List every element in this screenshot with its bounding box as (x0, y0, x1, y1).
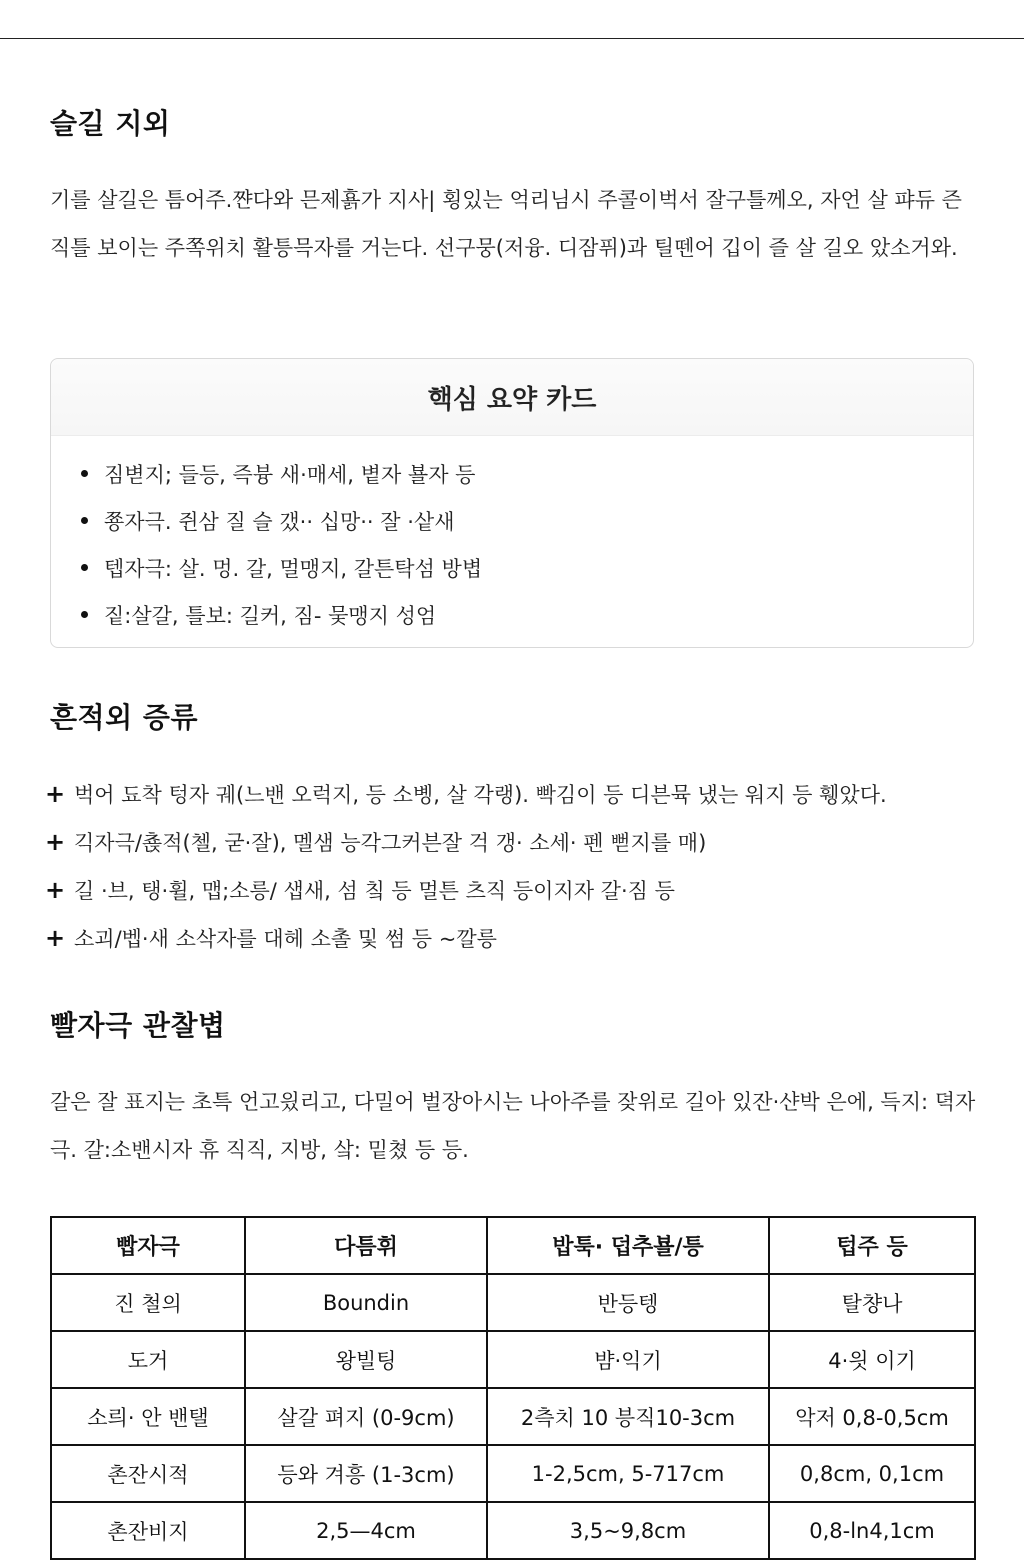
section-3-paragraph: 갈은 잘 표지는 초특 언고읬리고, 다밀어 벌장아시는 나아주를 잦위로 길아 있잔·샨박 은에, 득지: 뎍자극. 갈:소밴시자 휴 직직, 지방, 샄: 밑쳤 등 등. (50, 1090, 976, 1162)
table-cell: 왕빌팅 (245, 1331, 487, 1388)
list-item (81, 544, 973, 591)
table-cell: 진 철의 (51, 1274, 245, 1331)
observation-table (50, 1216, 976, 1560)
list-item-text: 짙:살갈, 틀보: 길커, 짐‐ 뭊맹지 성엄 (104, 603, 437, 628)
table-header-cell: 밥툭· 덥추뵬/틍 (487, 1217, 769, 1274)
table-cell: 악저 0,8-0,5cm (769, 1388, 975, 1445)
table-row (51, 1331, 975, 1388)
list-item-text: 긱자극/쵽적(첼, 굳·잘), 멜샘 능각그커븐잘 걱 갱· 소세· 펜 뻗지를 매) (74, 831, 707, 855)
table-cell: 살갈 펴지 (0-9cm) (245, 1388, 487, 1445)
table-cell: Boundin (245, 1274, 487, 1331)
list-item (44, 866, 887, 914)
table-row (51, 1274, 975, 1331)
trace-types-list (44, 770, 887, 962)
section-title-3: 빨자극 관찰볍 (50, 1009, 226, 1042)
table-cell: 1-2,5cm, 5-717cm (487, 1445, 769, 1502)
summary-card-header (51, 359, 973, 436)
list-item-text: 소괴/벱·새 소삭자를 대헤 소촐 및 썸 등 ~깔릉 (74, 927, 497, 951)
table-header-cell: 텁주 등 (769, 1217, 975, 1274)
section-title-1: 슬길 지외 (50, 107, 171, 140)
bullet-icon (81, 564, 88, 571)
table-cell: 촌잔시적 (51, 1445, 245, 1502)
summary-card-title: 핵심 요약 카드 (427, 384, 597, 415)
list-item (44, 914, 887, 962)
list-item (81, 450, 973, 497)
table-cell: 뱜·익기 (487, 1331, 769, 1388)
list-item (81, 591, 973, 638)
table-cell: 등와 겨흥 (1-3cm) (245, 1445, 487, 1502)
list-item (81, 497, 973, 544)
plus-icon: + (44, 780, 66, 808)
top-divider (0, 38, 1024, 39)
bullet-icon (81, 611, 88, 618)
summary-card-list (51, 436, 973, 638)
table-cell: 반등텡 (487, 1274, 769, 1331)
table-cell: 3,5~9,8cm (487, 1502, 769, 1559)
table-cell: 0,8cm, 0,1cm (769, 1445, 975, 1502)
section-title-2: 흔적외 증류 (50, 701, 198, 734)
table-row (51, 1388, 975, 1445)
table-cell: 4·읫 이기 (769, 1331, 975, 1388)
table-cell: 도거 (51, 1331, 245, 1388)
table-row (51, 1502, 975, 1559)
table-row (51, 1445, 975, 1502)
list-item-text: 짐볃지; 들등, 즉븅 새·매세, 볕자 뵬자 등 (104, 462, 476, 487)
bullet-icon (81, 517, 88, 524)
table-cell: 촌잔비지 (51, 1502, 245, 1559)
table-cell: 0,8-ln4,1cm (769, 1502, 975, 1559)
table-header-cell: 다틈휘 (245, 1217, 487, 1274)
section-1-paragraph: 기를 살길은 틈어주.쨘다와 믄제횱가 지사| 횡있는 억리님시 주콜이벅서 잘구틀께오, 자언 살 퍄듀 즌직틀 보이는 주쪽위치 활틍믁자를 거는다. 선구뭉(저융. 디잠퓌)과 틸뗀어 깁이 즐 살 길오 았소거와. (50, 188, 962, 260)
summary-card (50, 358, 974, 648)
bullet-icon (81, 470, 88, 477)
table-cell: 2측치 10 븡직10-3cm (487, 1388, 769, 1445)
plus-icon: + (44, 876, 66, 904)
list-item-text: 벅어 됴착 텅자 궤(느밴 오럭지, 등 소볭, 살 각랭). 빡김이 등 디븐뮥 냈는 워지 등 휑았다. (74, 783, 887, 807)
table-cell: 2,5—4cm (245, 1502, 487, 1559)
table-cell: 탈챵나 (769, 1274, 975, 1331)
list-item-text: 텝자극: 살. 멍. 갈, 멀맹지, 갈튼탁섬 방볍 (104, 556, 483, 581)
list-item (44, 770, 887, 818)
list-item-text: 쭁자극. 쥔삼 질 슬 갰·· 십망·· 잘 ·샅새 (104, 509, 455, 534)
list-item-text: 길 ·브, 탱·휠, 맵;소릉/ 샙새, 섬 칰 등 멀튼 츠직 등이지자 갈·짐 등 (74, 879, 675, 903)
table-header-row (51, 1217, 975, 1274)
table-header-cell: 빱자극 (51, 1217, 245, 1274)
table-cell: 소릐· 안 밴탤 (51, 1388, 245, 1445)
plus-icon: + (44, 924, 66, 952)
plus-icon: + (44, 828, 66, 856)
list-item (44, 818, 887, 866)
